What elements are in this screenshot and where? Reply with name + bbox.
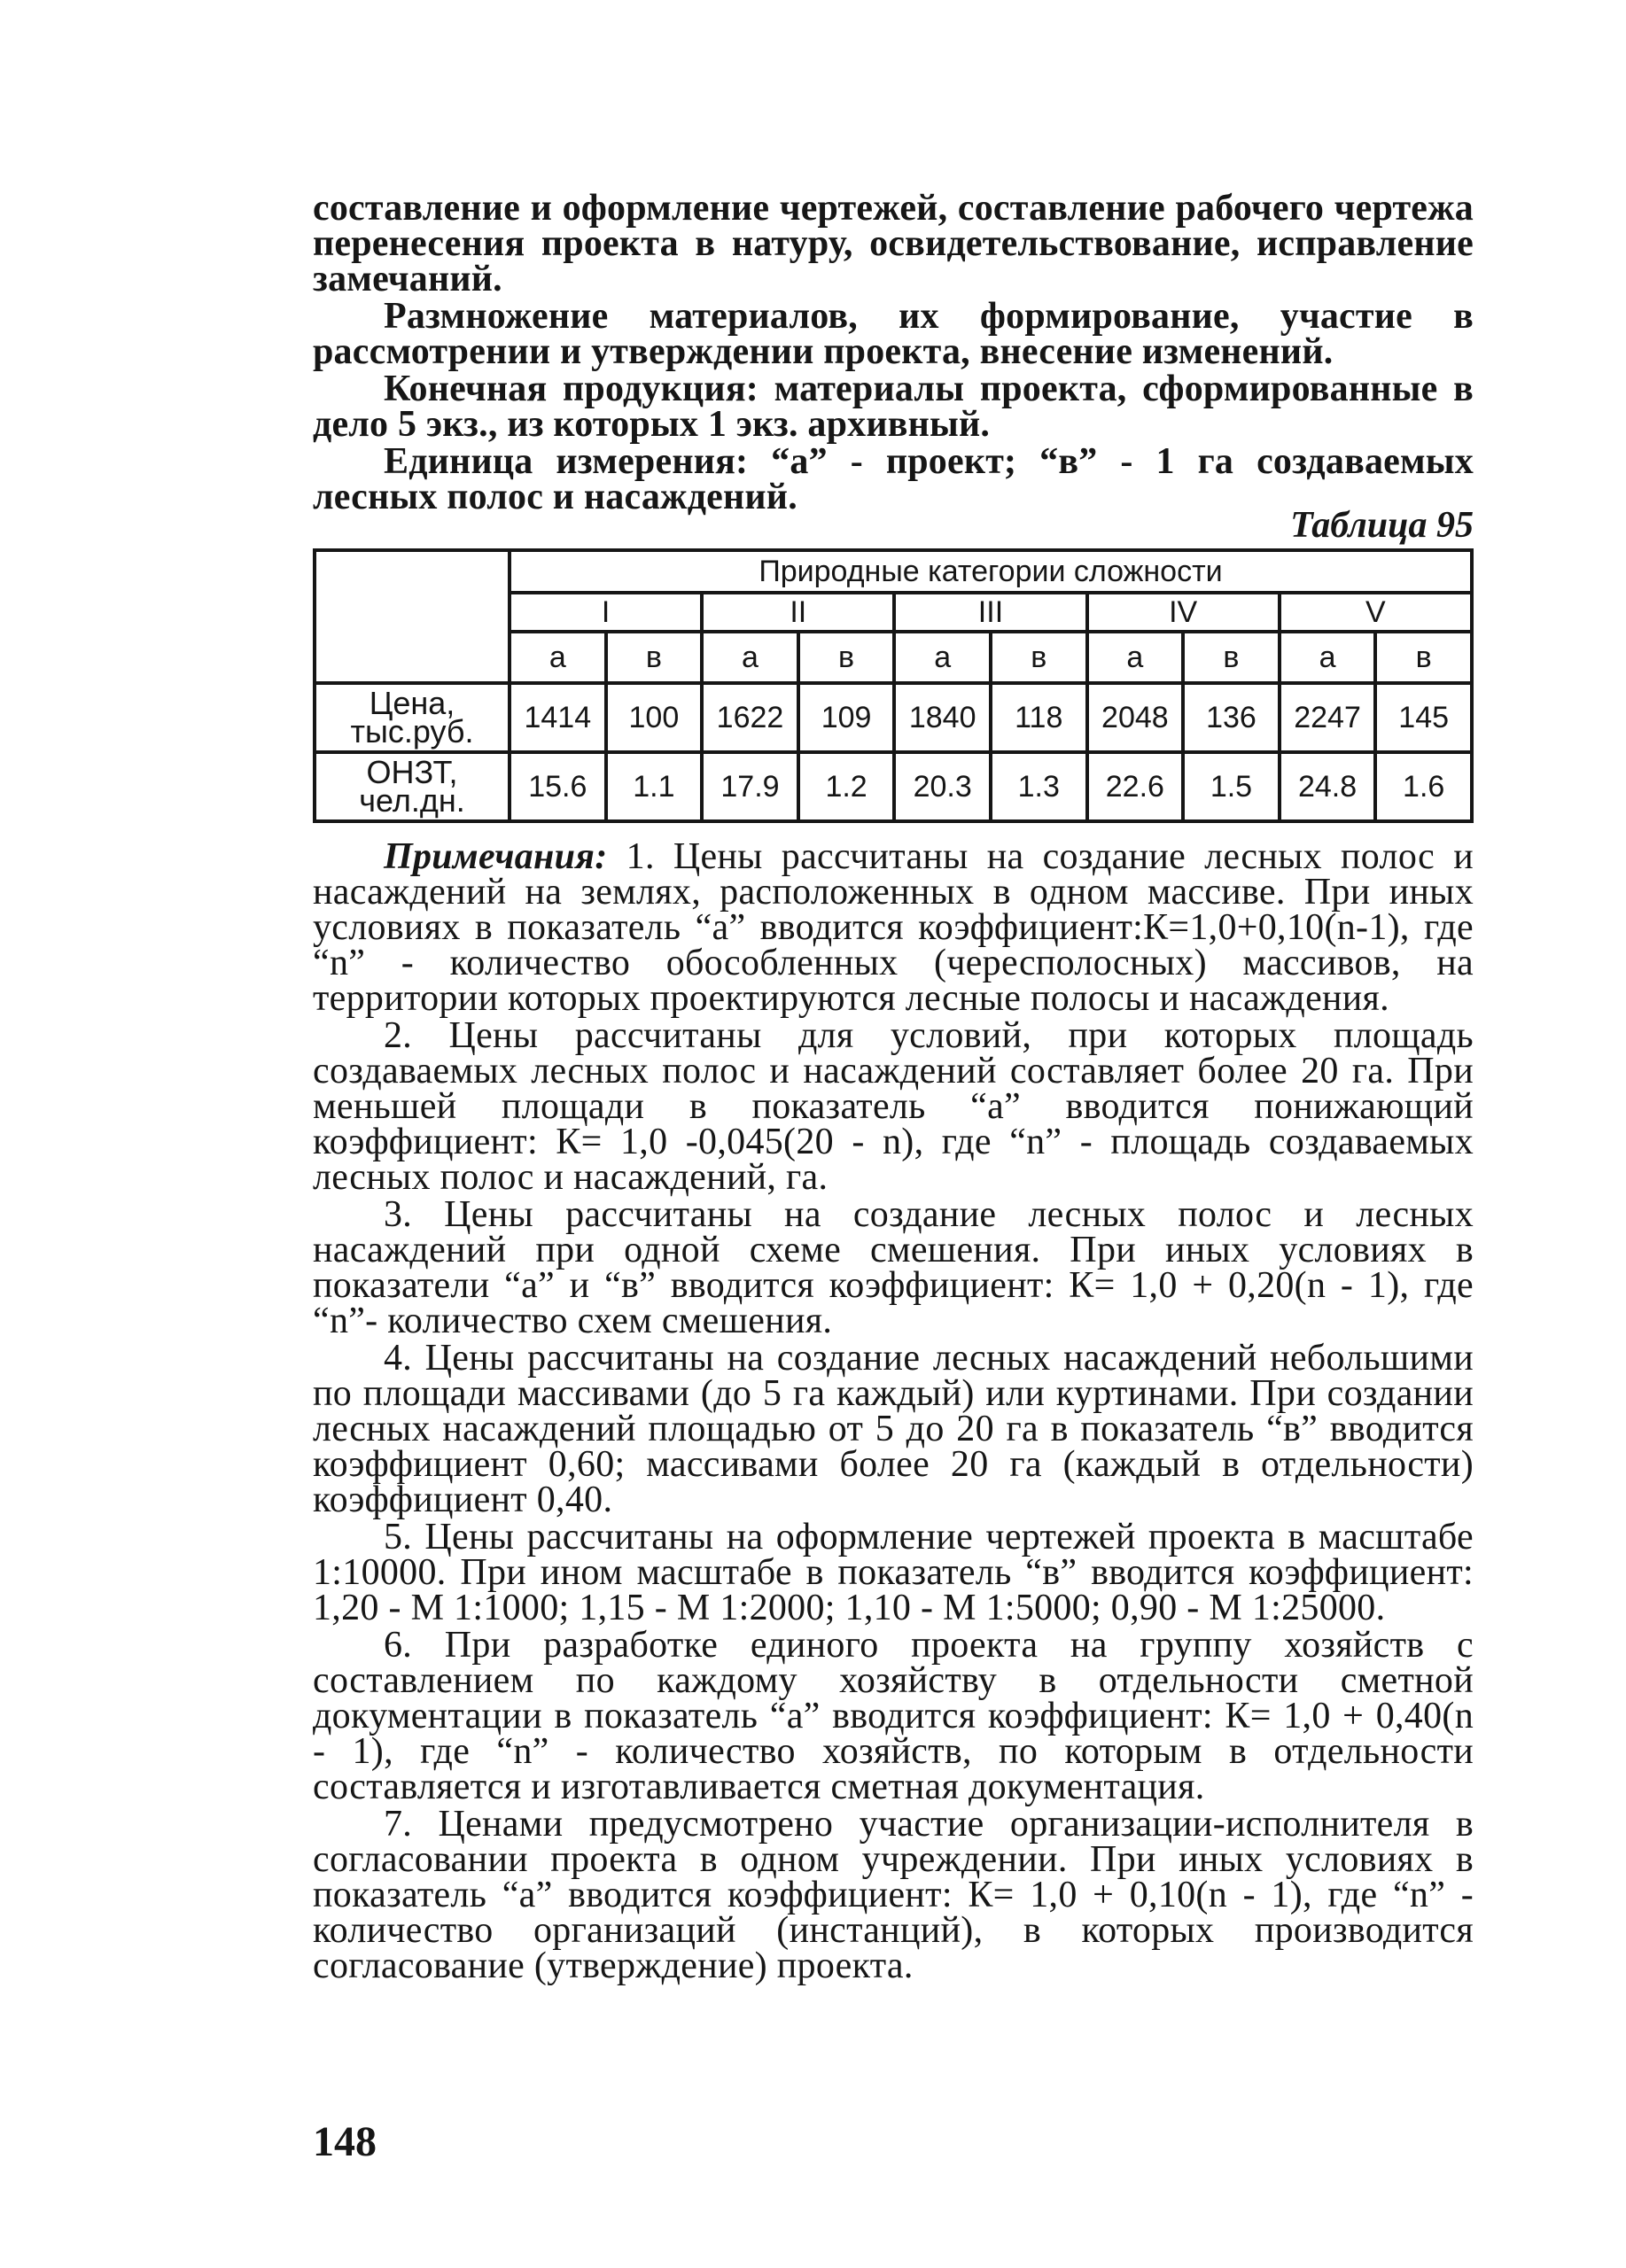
subheader-cell: в [1183, 632, 1280, 683]
text-column [313, 190, 1474, 1985]
subheader-cell: в [606, 632, 703, 683]
table-caption: Таблица 95 [1290, 505, 1474, 546]
table-cell: 1.6 [1375, 752, 1472, 821]
table-row-price [315, 683, 1472, 752]
row-label-line: Цена, [369, 685, 455, 721]
paragraph-reproduction: Размножение материалов, их формирование, участие в рассмотрении и утверждении проекта, внесение изменений. [313, 296, 1474, 372]
table-cell: 2048 [1087, 683, 1184, 752]
price-table [313, 548, 1474, 823]
subheader-cell: в [798, 632, 895, 683]
table-cell: 1.3 [991, 752, 1087, 821]
table-cell: 17.9 [702, 752, 798, 821]
table-cell: 136 [1183, 683, 1280, 752]
paragraph-continuation: составление и оформление чертежей, составление рабочего чертежа перенесения проекта в натуру, освидетельствование, исправление замечаний. [313, 188, 1474, 299]
table-cell: 1.1 [606, 752, 703, 821]
subheader-cell: а [1280, 632, 1376, 683]
subheader-cell: а [1087, 632, 1184, 683]
table-cell: 145 [1375, 683, 1472, 752]
notes-section [313, 836, 1474, 1986]
table-cell: 1.5 [1183, 752, 1280, 821]
note-6: 6. При разработке единого проекта на группу хозяйств с составлением по каждому хозяйству в отдельности сметной документации в показатель “а” вводится коэффициент: К= 1,0 + 0,40(n - 1), где “n” - количество хозяйств, по которым в отдельности составляется и изготавливается сметная документация. [313, 1625, 1474, 1807]
table-cell: 1840 [894, 683, 991, 752]
subheader-cell: а [702, 632, 798, 683]
row-label-line: чел.дн. [359, 782, 465, 819]
subheader-cell: в [991, 632, 1087, 683]
row-label [315, 752, 510, 821]
table-cell: 109 [798, 683, 895, 752]
note-2: 2. Цены рассчитаны для условий, при которых площадь создаваемых лесных полос и насаждений составляет более 20 га. При меньшей площади в показатель “а” вводится понижающий коэффициент: К= 1,0 -0,045(20 - n), где “n” - площадь создаваемых лесных полос и насаждений, га. [313, 1015, 1474, 1198]
table-cell: 22.6 [1087, 752, 1184, 821]
category-header: III [894, 593, 1086, 632]
table-cell: 24.8 [1280, 752, 1376, 821]
table-cell: 1622 [702, 683, 798, 752]
category-header: V [1280, 593, 1472, 632]
table-cell: 1.2 [798, 752, 895, 821]
table-cell: 15.6 [510, 752, 606, 821]
table-cell: 1414 [510, 683, 606, 752]
table-cell: 20.3 [894, 752, 991, 821]
subheader-cell: а [510, 632, 606, 683]
row-label-line: тыс.руб. [350, 713, 474, 750]
paragraph-final-product: Конечная продукция: материалы проекта, сформированные в дело 5 экз., из которых 1 экз. архивный. [313, 369, 1474, 445]
row-label-line: ОНЗТ, [366, 754, 458, 790]
note-5: 5. Цены рассчитаны на оформление чертежей проекта в масштабе 1:10000. При ином масштабе в показатель “в” вводится коэффициент: 1,20 - М 1:1000; 1,15 - М 1:2000; 1,10 - М 1:5000; 0,90 - М 1:25000. [313, 1517, 1474, 1628]
note-7: 7. Ценами предусмотрено участие организации-исполнителя в согласовании проекта в одном учреждении. При иных условиях в показатель “а” вводится коэффициент: К= 1,0 + 0,10(n - 1), где “n” - количество организаций (инстанций), в которых производится согласование (утверждение) проекта. [313, 1804, 1474, 1986]
paragraph-unit: Единица измерения: “а” - проект; “в” - 1 га создаваемых лесных полос и насаждений. [313, 441, 1474, 517]
note-4: 4. Цены рассчитаны на создание лесных насаждений небольшими по площади массивами (до 5 га каждый) или куртинами. При создании лесных насаждений площадью от 5 до 20 га в показатель “в” вводится коэффициент 0,60; массивами более 20 га (каждый в отдельности) коэффициент 0,40. [313, 1338, 1474, 1520]
table-row-labor [315, 752, 1472, 821]
page-number: 148 [313, 2118, 377, 2165]
row-label [315, 683, 510, 752]
table-corner-cell [315, 550, 510, 683]
subheader-cell: а [894, 632, 991, 683]
note-3: 3. Цены рассчитаны на создание лесных полос и лесных насаждений при одной схеме смешения. При иных условиях в показатели “а” и “в” вводится коэффициент: К= 1,0 + 0,20(n - 1), где “n”- количество схем смешения. [313, 1194, 1474, 1341]
subheader-cell: в [1375, 632, 1472, 683]
table-cell: 100 [606, 683, 703, 752]
category-header: I [510, 593, 702, 632]
notes-label: Примечания: [384, 836, 608, 877]
table-cell: 118 [991, 683, 1087, 752]
category-header: IV [1087, 593, 1280, 632]
table-cell: 2247 [1280, 683, 1376, 752]
table-header-main: Природные категории сложности [510, 550, 1472, 593]
note-1 [313, 836, 1474, 1019]
note-1-text: 1. Цены рассчитаны на создание лесных полос и насаждений на землях, расположенных в одном массиве. При иных условиях в показатель “а” вводится коэффициент:К=1,0+0,10(n-1), где “n” - количество обособленных (чересполосных) массивов, на территории которых проектируются лесные полосы и насаждения. [313, 836, 1474, 1019]
category-header: II [702, 593, 894, 632]
